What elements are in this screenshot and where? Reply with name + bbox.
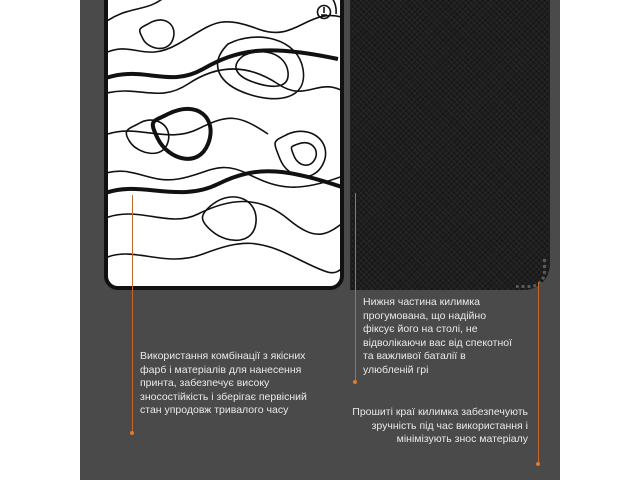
callout-line-edges	[538, 282, 539, 464]
callout-line-base	[355, 193, 356, 383]
caption-print-quality: Використання комбінації з якісних фарб і матеріалів для нанесення принта, забезпечує високу зносостійкість і зберігає первісний стан упродовж тривалого часу	[140, 350, 307, 416]
logo-icon	[316, 4, 332, 20]
topographic-pattern	[108, 0, 340, 286]
callout-dot-base	[353, 380, 357, 384]
caption-rubber-base: Нижня частина килимка прогумована, що надійно фіксує його на столі, не відволікаючи вас від спекотної та важливої баталії в улюбленій грі	[363, 296, 513, 376]
callout-line-print	[132, 195, 133, 433]
caption-stitched-edges: Прошиті краї килимка забезпечують зручність під час використання і мінімізують знос матеріалу	[352, 406, 528, 445]
callout-dot-print	[130, 431, 134, 435]
mousepad-rubber-base	[350, 0, 550, 290]
stitched-edge-corner	[516, 258, 546, 288]
callout-dot-edges	[536, 462, 540, 466]
mousepad-print-side	[104, 0, 344, 290]
product-feature-panel	[80, 0, 560, 480]
